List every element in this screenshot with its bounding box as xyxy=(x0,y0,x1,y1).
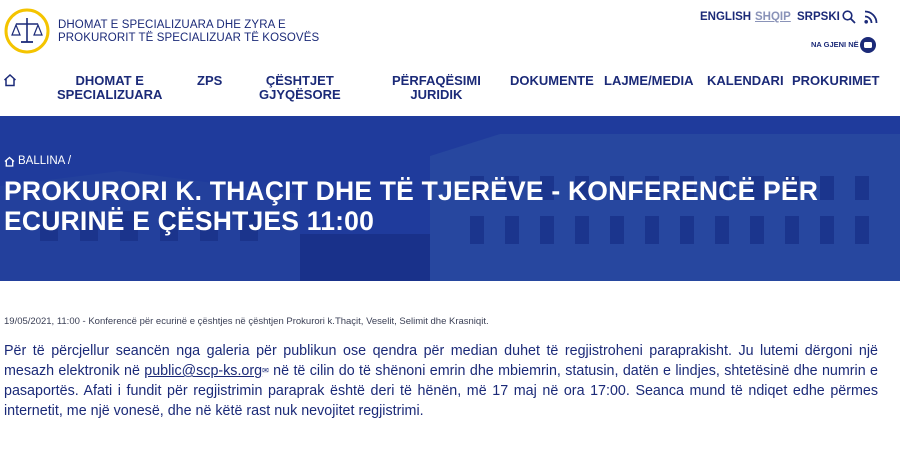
nav-item-kalendari[interactable] xyxy=(707,74,784,88)
article-body xyxy=(4,341,878,421)
nav-label-line1: DOKUMENTE xyxy=(510,73,594,88)
nav-label-line1: PROKURIMET xyxy=(792,73,880,88)
nav-label-line1: KALENDARI xyxy=(707,73,784,88)
nav-item-lajme-media[interactable] xyxy=(604,74,694,88)
nav-item-dokumente[interactable] xyxy=(510,74,594,88)
article-meta: 19/05/2021, 11:00 - Konferencë për ecurinë e çështjes në çështjen Prokurori k.Thaçit, Veselit, Selimit dhe Krasniqit. xyxy=(4,316,489,327)
body-text-start: Për të përcjellur seancën nga galeria për publikun ose qendra për median duhet të regjistroheni paraprakisht. Ju lutemi dërgoni një mesazh elektronik në xyxy=(4,343,878,379)
nav-label-line2: GJYQËSORE xyxy=(259,87,341,102)
lang-srpski-link[interactable]: SRPSKI xyxy=(797,11,840,23)
nav-label-line1: PËRFAQËSIMI xyxy=(392,73,481,88)
youtube-icon[interactable] xyxy=(860,37,876,53)
follow-us-label: NA GJENI NË xyxy=(811,40,859,49)
rss-icon[interactable] xyxy=(864,10,878,24)
nav-item-prokurimet[interactable] xyxy=(792,74,879,88)
breadcrumb-home-link[interactable]: BALLINA / xyxy=(18,155,72,167)
nav-label-line1: LAJME/MEDIA xyxy=(604,73,694,88)
organization-name[interactable] xyxy=(58,19,319,45)
email-link[interactable]: public@scp-ks.org xyxy=(144,363,263,379)
org-name-line1: DHOMAT E SPECIALIZUARA DHE ZYRA E xyxy=(58,19,286,31)
org-name-line2: PROKURORIT TË SPECIALIZUAR TË KOSOVËS xyxy=(58,32,320,44)
nav-label-line1: ZPS xyxy=(197,73,223,88)
home-icon[interactable] xyxy=(3,73,17,87)
body-text-end: në të cilin do të shënoni emrin dhe mbiemrin, statusin, datën e lindjes, shtetësinë dhe numrin e pasaportës. Afati i fundit për regjistrimin paraprak është deri të hënën, më 17 maj në ora 17:00. Seanca mund të ndiqet edhe përmes internetit, me një vonesë, dhe në këtë rast nuk nevojitet regjistrimi. xyxy=(4,363,878,419)
nav-label-line1: ÇËSHTJET xyxy=(265,73,334,88)
nav-item-zps[interactable] xyxy=(197,74,222,88)
nav-label-line2: SPECIALIZUARA xyxy=(57,87,163,102)
nav-label-line1: DHOMAT E xyxy=(75,73,144,88)
home-icon[interactable] xyxy=(4,156,15,167)
lang-english-link[interactable]: ENGLISH xyxy=(700,11,752,23)
search-icon[interactable] xyxy=(842,10,856,24)
mail-icon: ✉ xyxy=(262,366,269,375)
nav-item-dhomat[interactable] xyxy=(57,74,162,102)
page-title: PROKURORI K. THAÇIT DHE TË TJERËVE - KONFERENCË PËR ECURINË E ÇËSHTJES 11:00 xyxy=(4,176,819,236)
nav-item-perfaqesimi-juridik[interactable] xyxy=(392,74,481,102)
nav-item-ceshtjet-gjyqesore[interactable] xyxy=(259,74,341,102)
lang-shqip-link[interactable]: SHQIP xyxy=(755,11,791,23)
scales-logo-icon[interactable] xyxy=(4,8,50,54)
breadcrumb[interactable] xyxy=(4,155,71,167)
nav-label-line2: JURIDIK xyxy=(410,87,463,102)
